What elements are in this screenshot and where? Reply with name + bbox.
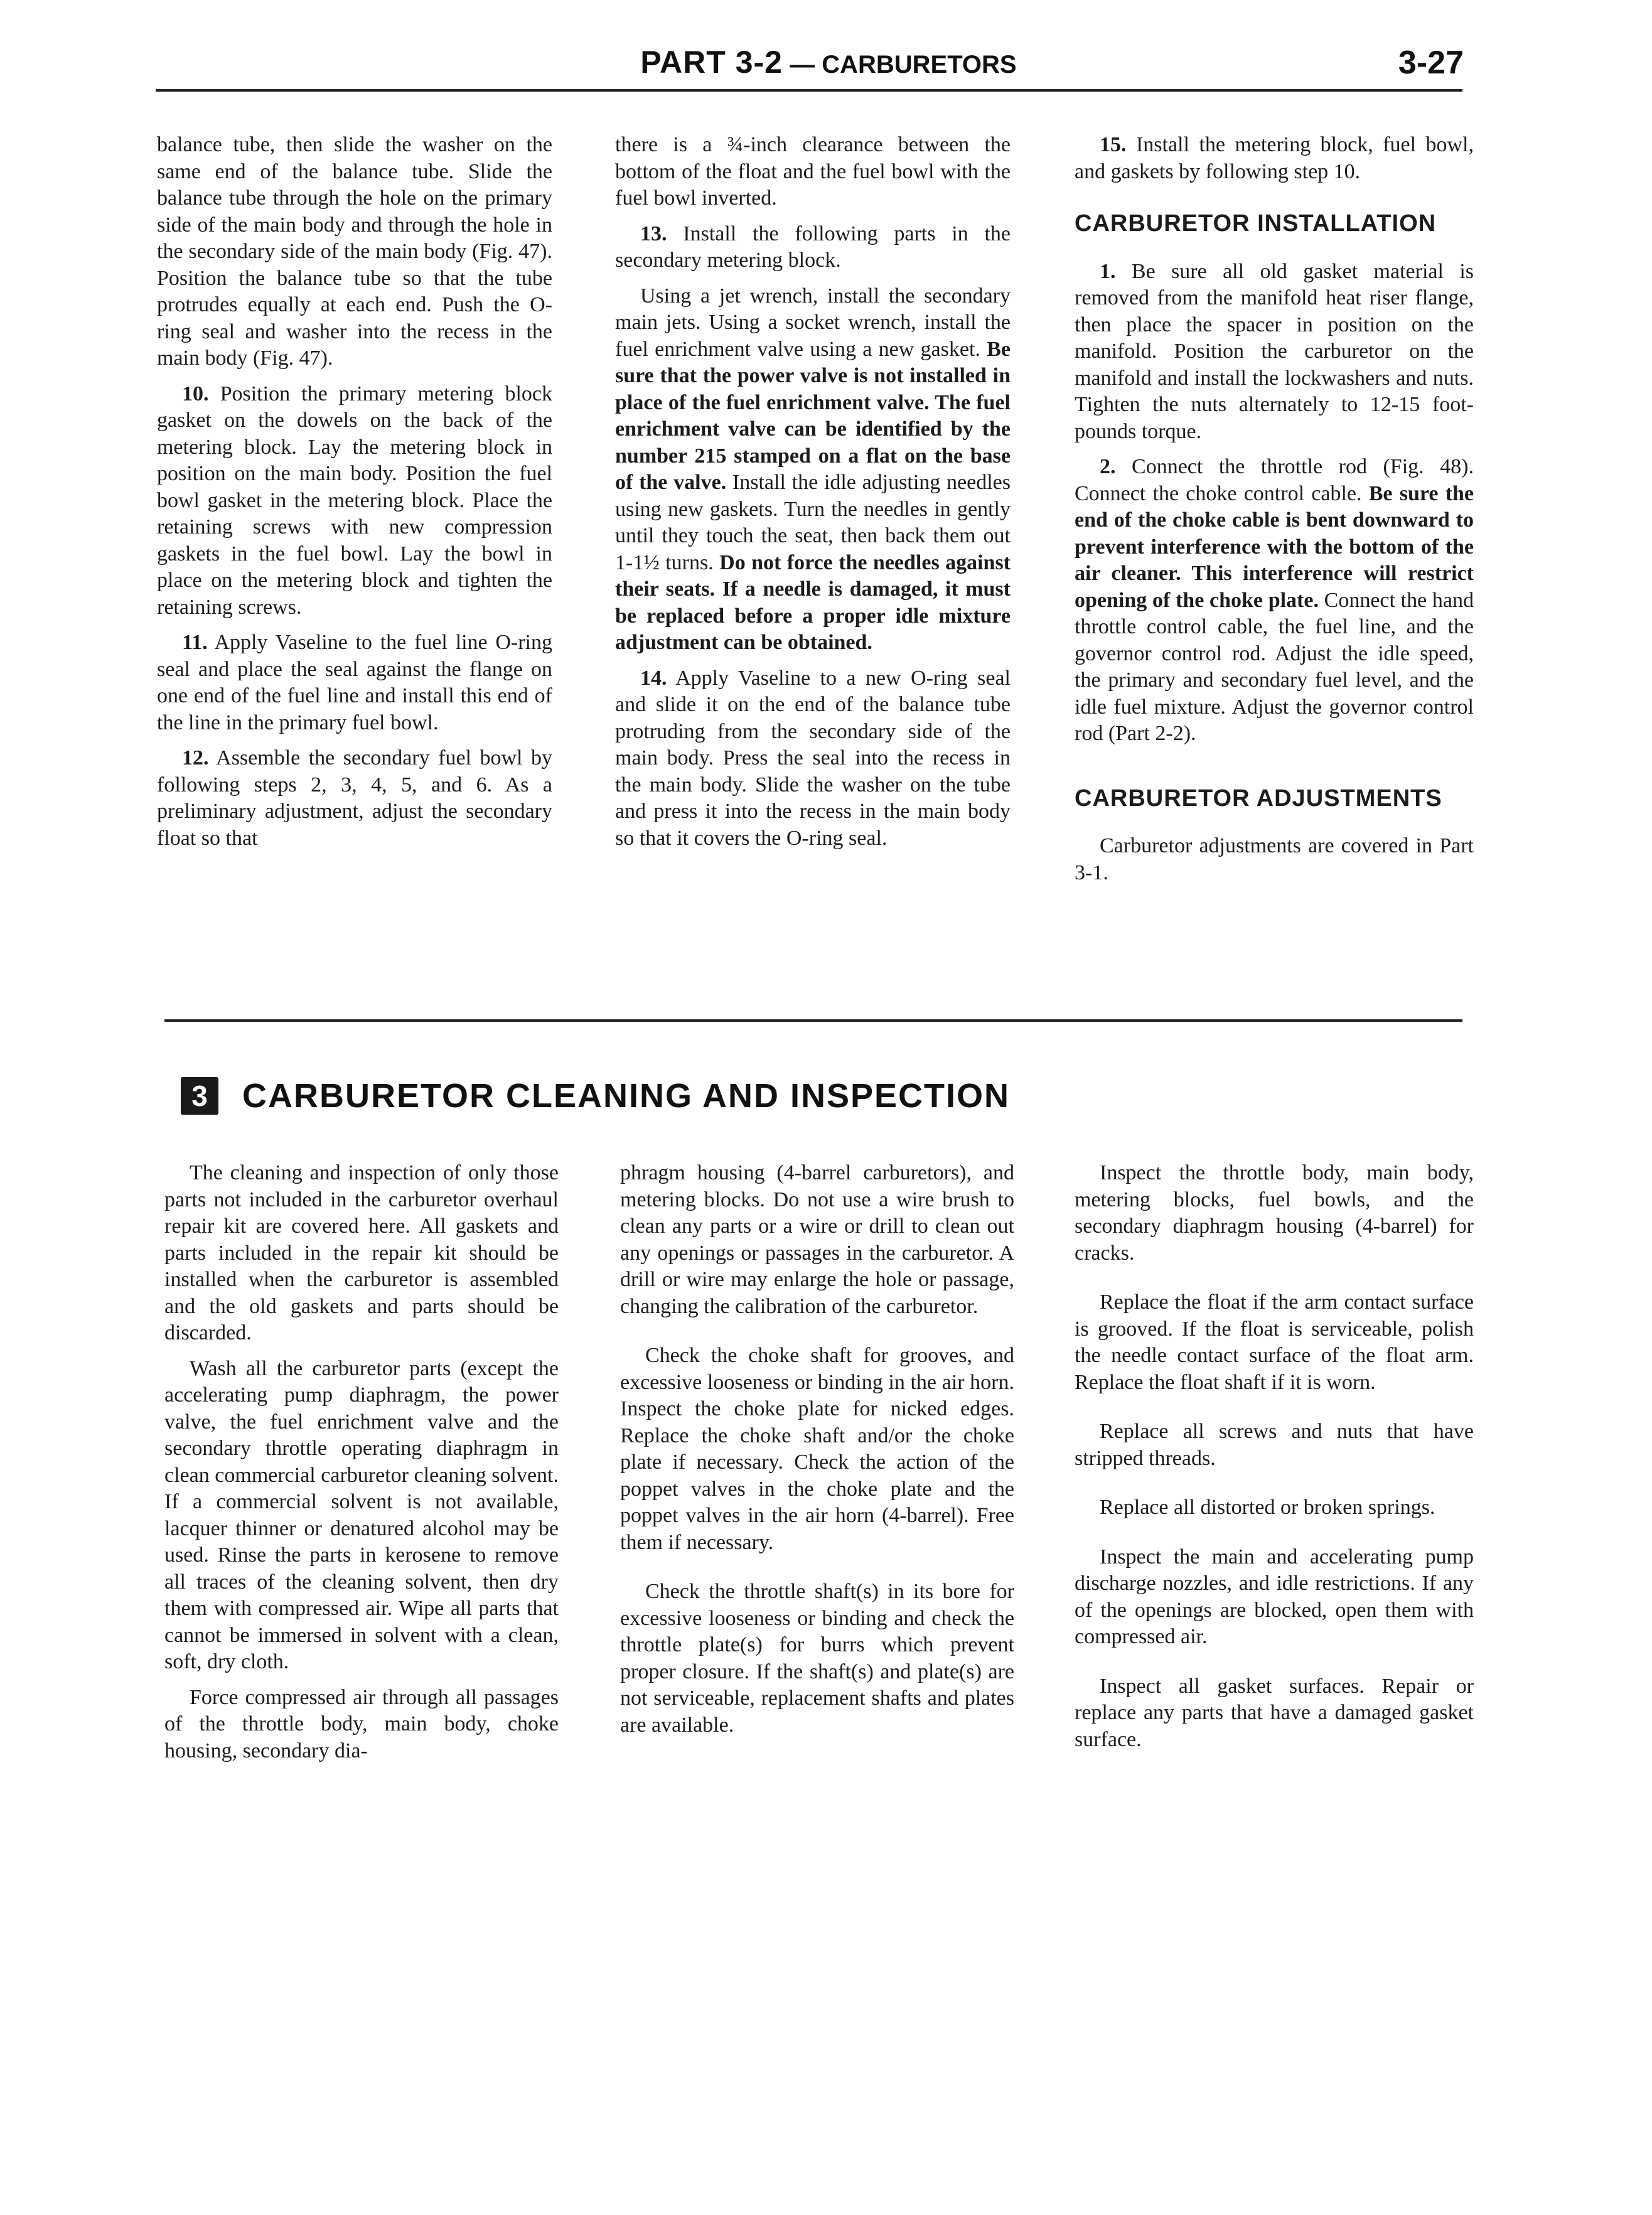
paragraph: balance tube, then slide the washer on the same end of the balance tube. Slide the balance tube through the hole on the primary side of the main body and through the hole in the secondary side of the main body (Fig. 47). Position the balance tube so that the tube protrudes equally at each end. Push the O-ring seal and washer into the recess in the main body (Fig. 47). (157, 133, 552, 370)
header-part: PART 3-2 (640, 45, 783, 80)
step-text: Apply Vaseline to a new O-ring seal and slide it on the end of the balance tube protruding from the secondary side of the main body. Press the seal into the recess in the main body. Slide the washer on the tube and press it into the recess in the main body so that it covers the O-ring seal. (615, 666, 1011, 850)
top-column-1 (157, 132, 552, 861)
header-dash: — (782, 51, 822, 78)
install-step-2 (1075, 454, 1474, 748)
step-number: 11. (182, 631, 208, 654)
text-run: Connect the throttle rod (Fig. 48). Connect the choke control cable. (1075, 455, 1474, 505)
step-14 (615, 665, 1011, 852)
paragraph: Replace all screws and nuts that have stripped threads. (1075, 1420, 1474, 1470)
paragraph: Check the choke shaft for grooves, and excessive looseness or binding in the air horn. Inspect the choke plate for nicked edges. Replace the choke shaft and/or the choke plate if necessary. Check the action of the poppet valves in the choke plate and the poppet valves in the air horn (4-barrel). Free them if necessary. (620, 1344, 1014, 1554)
step-number: 10. (182, 382, 209, 405)
header-rule (156, 89, 1462, 92)
bottom-column-1 (164, 1160, 559, 1773)
step-12 (157, 745, 552, 852)
bold-warning: Be sure the end of the choke cable is bent downward to prevent interference with the bottom of the air cleaner. This interference will restrict opening of the choke plate. (1075, 481, 1474, 612)
paragraph: Replace all distorted or broken springs. (1100, 1496, 1435, 1519)
header-section: CARBURETORS (822, 51, 1017, 78)
installation-heading: CARBURETOR INSTALLATION (1075, 210, 1437, 237)
step-text: Apply Vaseline to the fuel line O-ring seal and place the seal against the flange on one end of the fuel line and install this end of the line in the primary fuel bowl. (157, 631, 552, 734)
paragraph: Replace the float if the arm contact surface is grooved. If the float is serviceable, polish the needle contact surface of the float arm. Replace the float shaft if it is worn. (1075, 1290, 1474, 1394)
adjustments-text: Carburetor adjustments are covered in Part 3-1. (1075, 834, 1474, 884)
text-run: Connect the hand throttle control cable, the fuel line, and the governor control rod. Adjust the idle speed, the primary and secondary fuel level, and the idle fuel mixture. Adjust the governor control rod (Part 2-2). (1075, 588, 1474, 745)
text-run: Install the idle adjusting needles using new gaskets. Turn the needles in gently until they touch the seat, then back them out 1-1½ turns. (615, 471, 1011, 574)
step-number: 15. (1100, 133, 1127, 156)
step-number: 1. (1100, 259, 1116, 283)
adjustments-heading: CARBURETOR ADJUSTMENTS (1075, 785, 1442, 812)
paragraph: The cleaning and inspection of only those parts not included in the carburetor overhaul repair kit are covered here. All gaskets and parts included in the repair kit should be installed when the carburetor is assembled and the old gaskets and parts should be discarded. (164, 1161, 559, 1344)
step-number: 2. (1100, 455, 1116, 478)
paragraph-jets (615, 283, 1011, 657)
paragraph: Check the throttle shaft(s) in its bore for excessive looseness or binding and check the throttle plate(s) for burrs which prevent proper closure. If the shaft(s) and plate(s) are not serviceable, replacement shafts and plates are available. (620, 1580, 1014, 1737)
section-heading (181, 1071, 1010, 1121)
bold-warning: Be sure that the power valve is not installed in place of the fuel enrichment valve. The fuel enrichment valve can be identified by the number 215 stamped on a flat on the base of the valve. (615, 337, 1011, 494)
paragraph: Wash all the carburetor parts (except the accelerating pump diaphragm, the power valve, the fuel enrichment valve and the secondary throttle operating diaphragm in clean commercial carburetor cleaning solvent. If a commercial solvent is not available, lacquer thinner or denatured alcohol may be used. Rinse the parts in kerosene to remove all traces of the cleaning solvent, then dry them with compressed air. Wipe all parts that cannot be immersed in solvent with a clean, soft, dry cloth. (164, 1356, 559, 1673)
step-text: Assemble the secondary fuel bowl by following steps 2, 3, 4, 5, and 6. As a preliminary adjustment, adjust the secondary float so that (157, 746, 552, 850)
step-text: Install the metering block, fuel bowl, and gaskets by following step 10. (1075, 133, 1474, 183)
bottom-column-2 (620, 1160, 1014, 1747)
top-column-3 (1075, 132, 1474, 895)
page-number: 3-27 (1398, 45, 1464, 81)
step-10 (157, 381, 552, 621)
paragraph: Inspect the throttle body, main body, metering blocks, fuel bowls, and the secondary diaphragm housing (4-barrel) for cracks. (1075, 1161, 1474, 1265)
step-text: Install the following parts in the secondary metering block. (615, 222, 1011, 272)
step-text: Be sure all old gasket material is removed from the manifold heat riser flange, then place the spacer in position on the manifold. Position the carburetor on the manifold and install the lockwashers and nuts. Tighten the nuts alternately to 12-15 foot-pounds torque. (1075, 259, 1474, 443)
step-13 (615, 221, 1011, 274)
paragraph: Inspect all gasket surfaces. Repair or replace any parts that have a damaged gasket surface. (1075, 1674, 1474, 1751)
paragraph: Inspect the main and accelerating pump discharge nozzles, and idle restrictions. If any of the openings are blocked, open them with compressed air. (1075, 1545, 1474, 1648)
section-rule (164, 1019, 1462, 1022)
step-text: Position the primary metering block gasket on the dowels on the back of the metering block. Lay the metering block in position on the main body. Position the fuel bowl gasket in the metering block. Place the retaining screws with new compression gaskets in the fuel bowl. Lay the bowl in place on the metering block and tighten the retaining screws. (157, 382, 552, 619)
install-step-1 (1075, 259, 1474, 446)
text-run: Using a jet wrench, install the secondary main jets. Using a socket wrench, install the fuel enrichment valve using a new gasket. (615, 284, 1011, 361)
top-column-2 (615, 132, 1011, 861)
paragraph: there is a ¾-inch clearance between the bottom of the float and the fuel bowl with the fuel bowl inverted. (615, 133, 1011, 210)
section-title: CARBURETOR CLEANING AND INSPECTION (242, 1077, 1011, 1115)
section-number-badge: 3 (181, 1077, 218, 1115)
step-number: 14. (640, 666, 667, 690)
page-header (590, 44, 1067, 80)
bold-warning: Do not force the needles against their seats. If a needle is damaged, it must be replaced before a proper idle mixture adjustment can be obtained. (615, 550, 1011, 654)
paragraph: Force compressed air through all passages of the throttle body, main body, choke housing, secondary dia- (164, 1685, 559, 1762)
step-11 (157, 630, 552, 736)
step-15 (1075, 132, 1474, 185)
step-number: 12. (182, 746, 209, 770)
bottom-column-3 (1075, 1160, 1474, 1762)
step-number: 13. (640, 222, 667, 245)
paragraph: phragm housing (4-barrel carburetors), and metering blocks. Do not use a wire brush to clean any parts or a wire or drill to clean out any openings or passages in the carburetor. A drill or wire may enlarge the hole or passage, changing the calibration of the carburetor. (620, 1161, 1014, 1318)
